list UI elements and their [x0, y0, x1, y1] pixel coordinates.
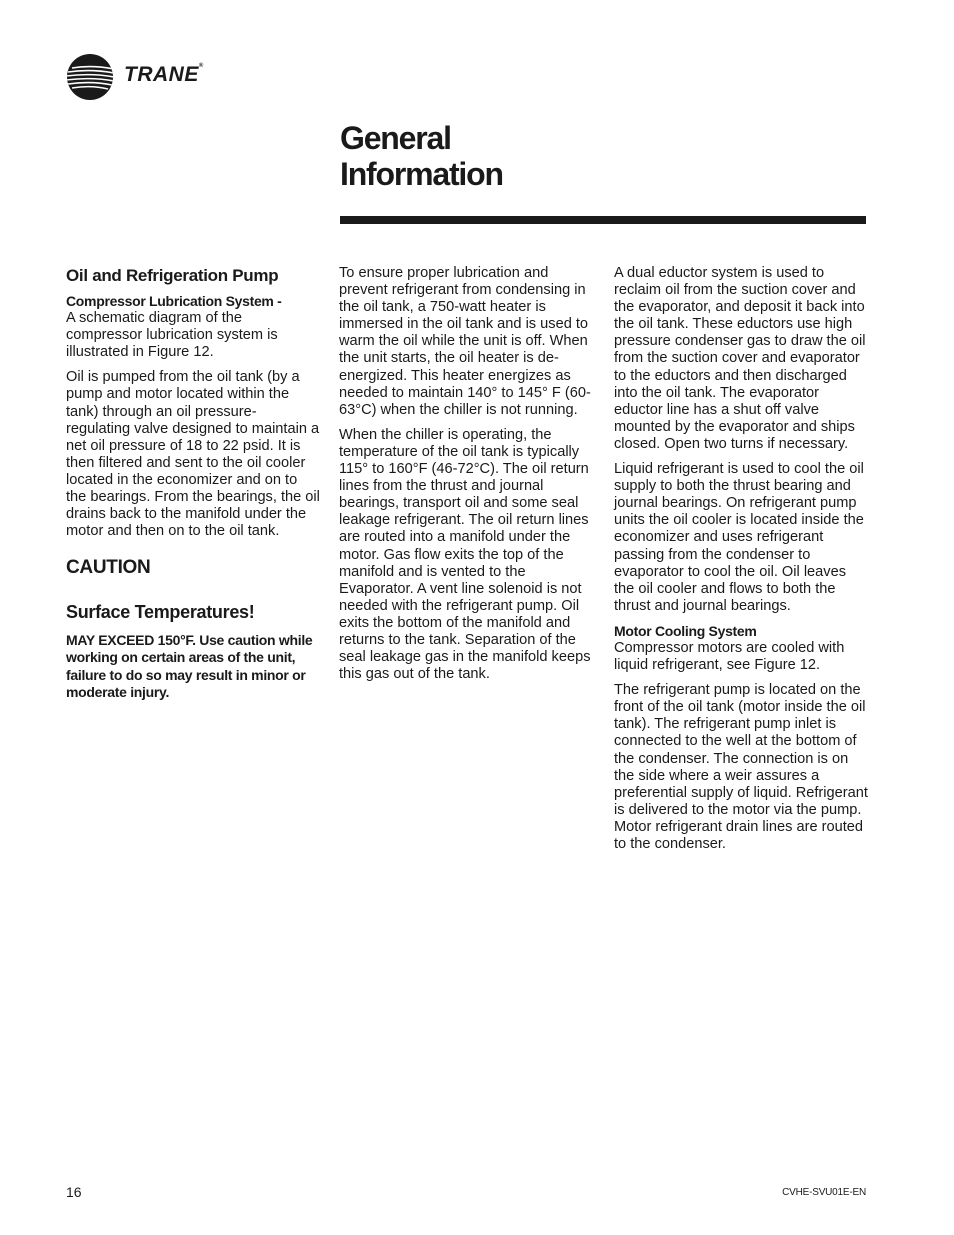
- column-2: [339, 265, 595, 691]
- column-1: [66, 265, 320, 709]
- title-line-2: Information: [340, 156, 503, 192]
- paragraph-text: Compressor motors are cooled with liquid refrigerant, see Figure 12.: [614, 639, 845, 674]
- page-number: 16: [66, 1184, 82, 1200]
- title-rule-divider: [340, 216, 866, 224]
- paragraph: [66, 293, 320, 361]
- trane-circle-icon: [66, 53, 114, 101]
- paragraph: The refrigerant pump is located on the front of the oil tank (motor inside the oil tank). The refrigerant pump inlet is connected to the well at the bottom of the condenser. The connection is on the side where a weir assures a preferential supply of liquid. Refrigerant is delivered to the motor via the pump. Motor refrigerant drain lines are routed to the condenser.: [614, 682, 868, 852]
- title-line-1: General: [340, 120, 451, 156]
- paragraph: When the chiller is operating, the temperature of the oil tank is typically 115° to 160°F (46-72°C). The oil return lines from the thrust and journal bearings, transport oil and some seal leakage refrigerant. The oil return lines are routed into a manifold under the motor. Gas flow exits the top of the manifold and is vented to the Evaporator. A vent line solenoid is not needed with the refrigerant pump. Oil exits the bottom of the manifold and returns to the tank. Separation of the seal leakage gas in the manifold keeps this gas out of the tank.: [339, 426, 591, 683]
- section-heading-oil-pump: Oil and Refrigeration Pump: [66, 266, 279, 285]
- paragraph: Liquid refrigerant is used to cool the oil supply to both the thrust bearing and journal bearings. On refrigerant pump units the oil cooler is located inside the economizer and uses refrigerant passing from the condenser to evaporator to cool the oil. Oil leaves the oil cooler and flows to both the thrust and journal bearings.: [614, 461, 864, 614]
- column-3: [614, 265, 870, 861]
- caution-heading: CAUTION: [66, 557, 151, 579]
- page-title: [340, 120, 503, 192]
- paragraph: To ensure proper lubrication and prevent refrigerant from condensing in the oil tank, a 750-watt heater is immersed in the oil tank and is used to warm the oil while the unit is off. When the unit starts, the oil heater is de-energized. This heater energizes as needed to maintain 140° to 145° F (60-63°C) when the chiller is not running.: [339, 265, 591, 418]
- paragraph-text: A schematic diagram of the compressor lubrication system is illustrated in Figure 12.: [66, 310, 278, 361]
- surface-temperatures-heading: Surface Temperatures!: [66, 602, 255, 623]
- warning-text: MAY EXCEED 150°F. Use caution while working on certain areas of the unit, failure to do so may result in minor or moderate injury.: [66, 632, 313, 700]
- brand-wordmark: TRANE®: [124, 63, 204, 86]
- subheading-lubrication: Compressor Lubrication System -: [66, 293, 282, 309]
- subheading-motor-cooling: Motor Cooling System: [614, 622, 757, 639]
- paragraph: Oil is pumped from the oil tank (by a pump and motor located within the tank) through an oil pressure-regulating valve designed to maintain a net oil pressure of 18 to 22 psid. It is then filtered and sent to the oil cooler located in the economizer and on to the bearings. From the bearings, the oil drains back to the manifold under the motor and then on to the oil tank.: [66, 369, 320, 540]
- trane-logo: [66, 53, 216, 101]
- paragraph: A dual eductor system is used to reclaim oil from the suction cover and the evaporator, and deposit it back into the oil tank. These eductors use high pressure condenser gas to draw the oil from the suction cover and evaporator to the eductors and then discharged into the oil tank. The evaporator eductor line has a shut off valve mounted by the evaporator and ships closed. Open two turns if necessary.: [614, 265, 866, 452]
- document-code: CVHE-SVU01E-EN: [782, 1187, 866, 1198]
- paragraph: [614, 623, 870, 674]
